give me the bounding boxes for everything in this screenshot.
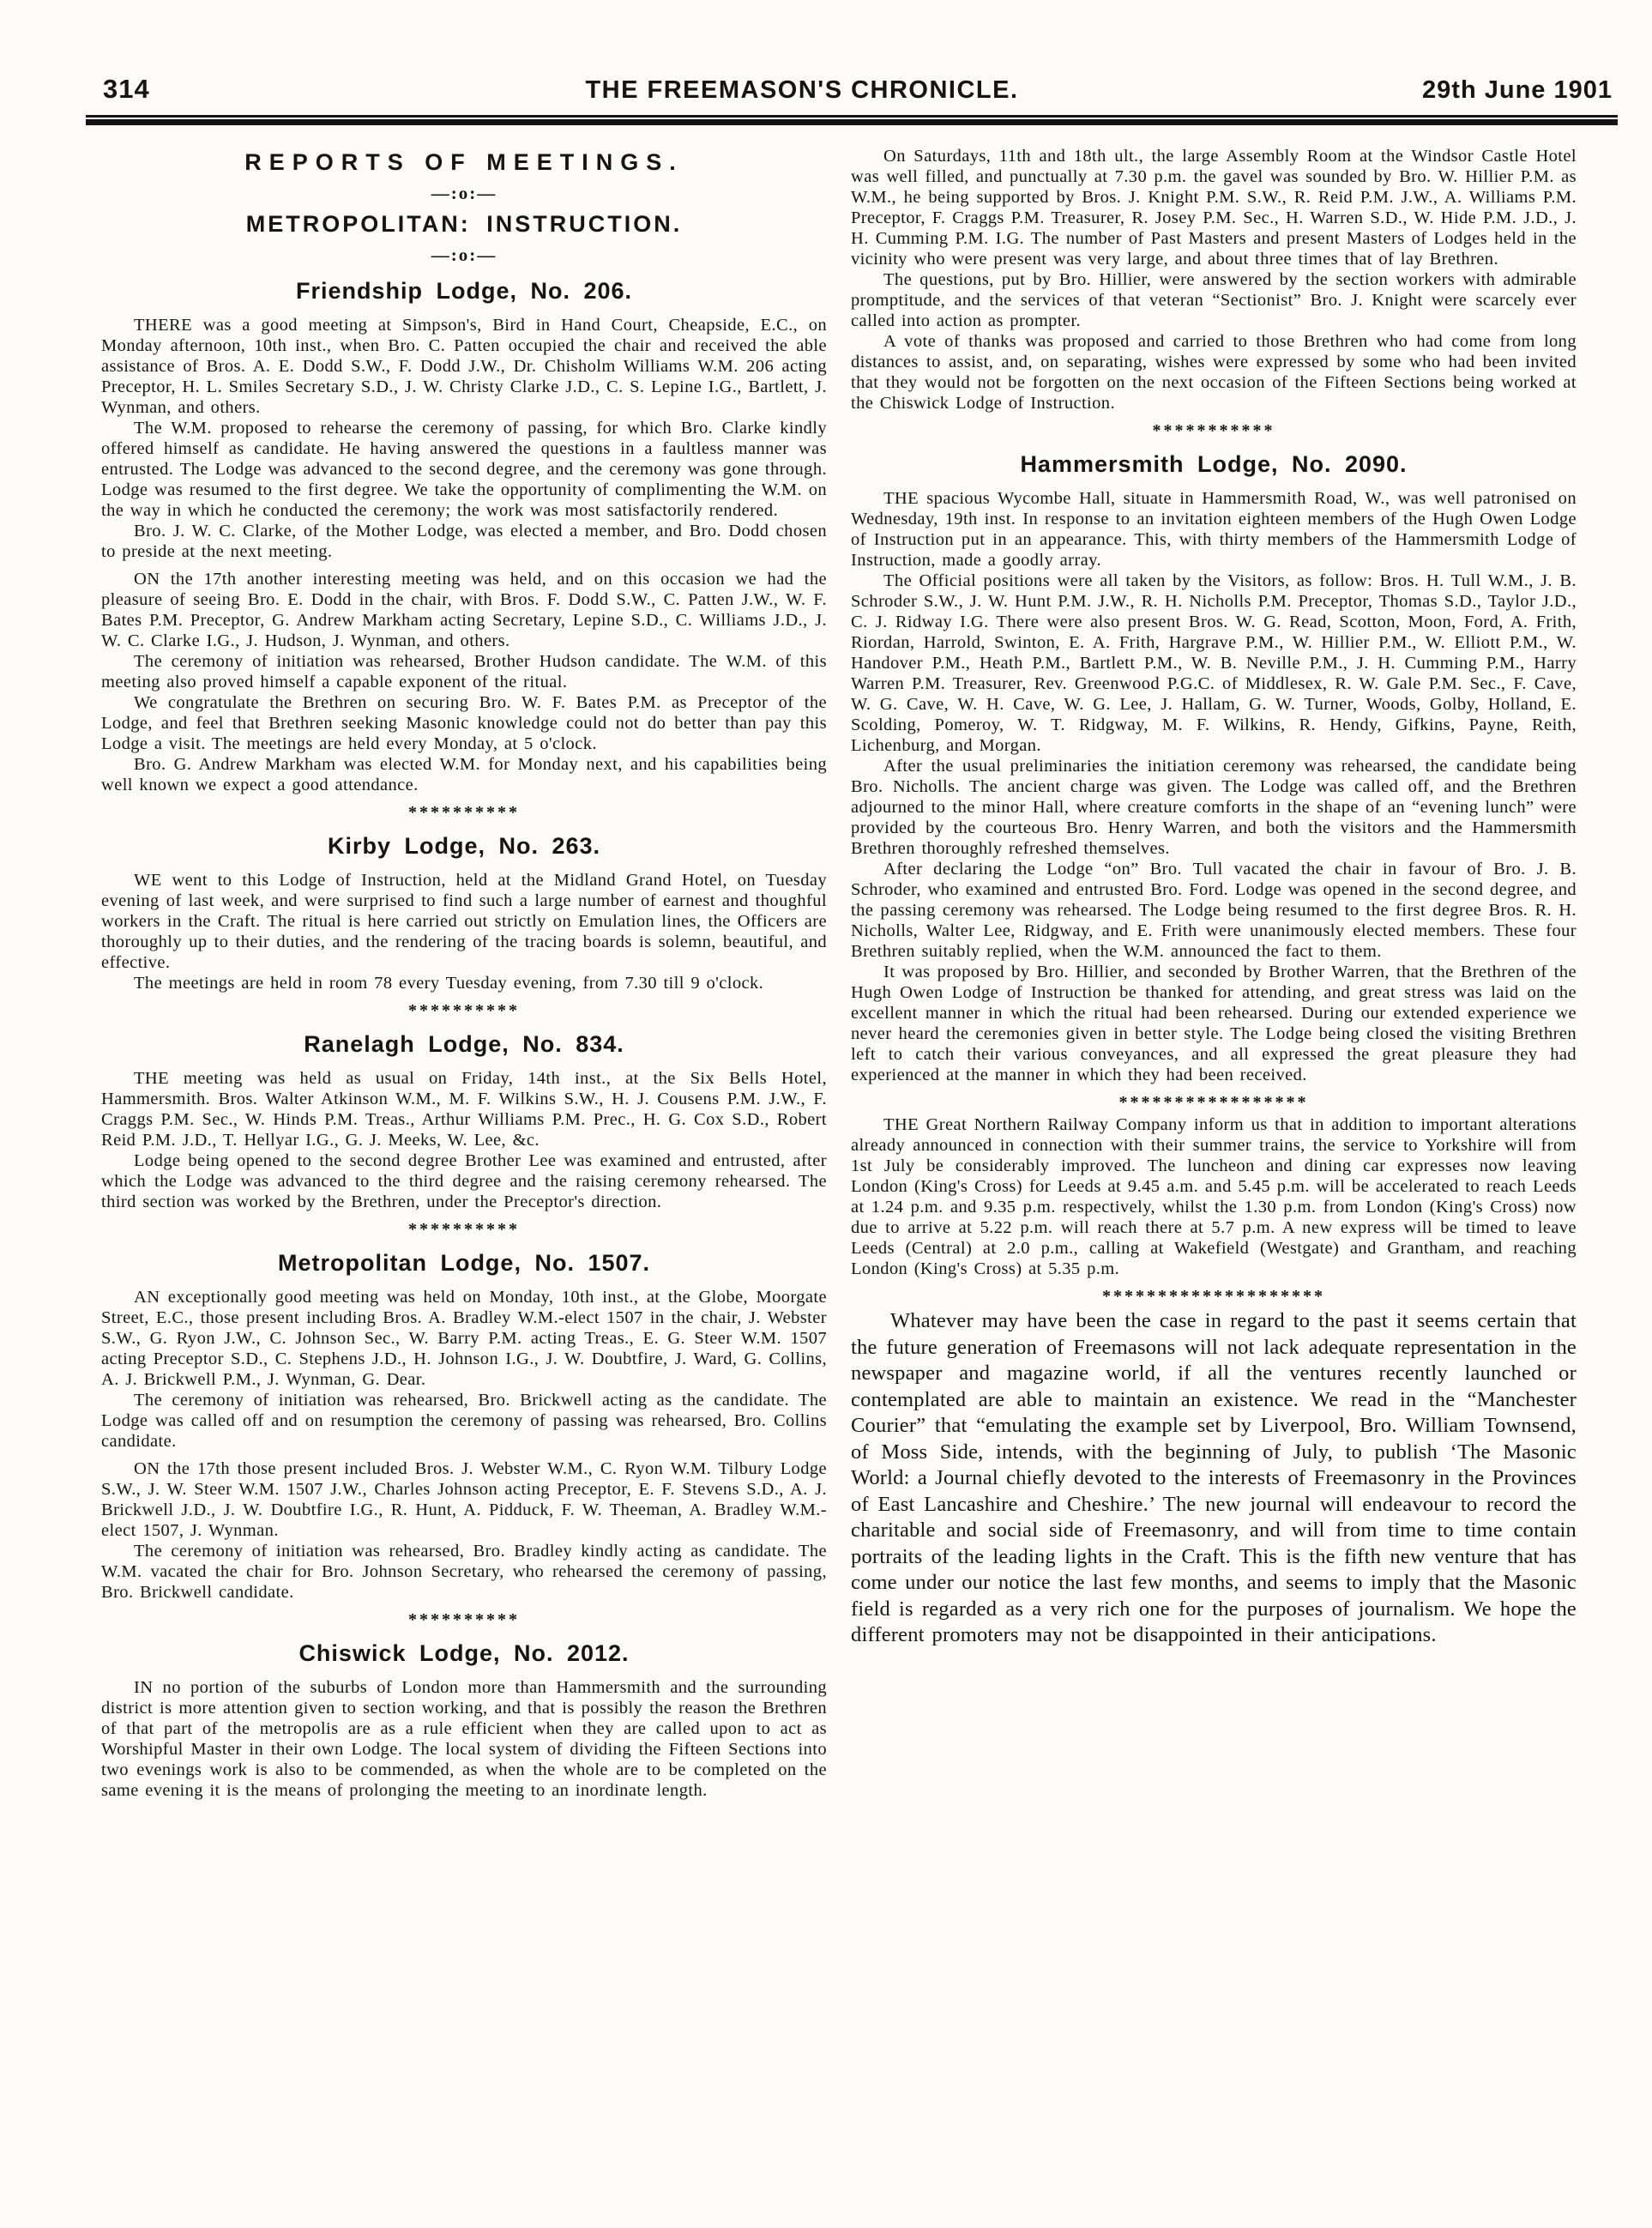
article-paragraph: The W.M. proposed to rehearse the ceremony of passing, for which Bro. Clarke kindly offered himself as candidate. He having answered the questions in a faultless manner was entrusted. The Lodge was advanced to the second degree, and the ceremony was gone through. Lodge was resumed to the first degree. We take the opportunity of complimenting the W.M. on the way in which he conducted the ceremony; the work was most satisfactorily rendered. bbox=[101, 419, 827, 520]
asterisk-separator: ********** bbox=[408, 1220, 520, 1239]
asterisk-separator: ********** bbox=[408, 1001, 520, 1020]
article-paragraph: On Saturdays, 11th and 18th ult., the large Assembly Room at the Windsor Castle Hotel was well filled, and punctually at 7.30 p.m. the gavel was sounded by Bro. W. Hillier P.M. as W.M., he being supported by Bros. J. Knight P.M. S.W., R. Reid P.M. J.W., A. Williams P.M. Preceptor, F. Craggs P.M. Treasurer, R. Josey P.M. Sec., H. Warren S.D., W. Hide P.M. J.D., J. H. Cumming P.M. I.G. The number of Past Masters and present Masters of Lodges held in the vicinity who were present was very large, and about three times that of lay Brethren. bbox=[851, 147, 1577, 269]
newspaper-title: THE FREEMASON'S CHRONICLE. bbox=[585, 76, 1019, 104]
asterisk-separator: ***************** bbox=[1118, 1093, 1309, 1112]
page-number: 314 bbox=[103, 74, 150, 104]
lodge-heading-hammersmith-2090: Hammersmith Lodge, No. 2090. bbox=[1020, 451, 1408, 477]
lodge-heading-kirby-263: Kirby Lodge, No. 263. bbox=[327, 833, 601, 859]
left-column bbox=[101, 146, 827, 1801]
ornament-divider: —:o:— bbox=[431, 183, 497, 203]
article-paragraph: AN exceptionally good meeting was held on Monday, 10th inst., at the Globe, Moorgate Street, E.C., those present including Bros. A. Bradley W.M.-elect 1507 in the chair, J. Webster S.W., G. Ryon J.W., C. Johnson Sec., W. Barry P.M. acting Treas., E. G. Steer W.M. 1507 acting Preceptor S.D., C. Stephens J.D., H. Johnson I.G., J. W. Doubtfire, J. Ward, G. Collins, A. J. Brickwell P.M., J. Wynman, G. Dear. bbox=[101, 1288, 827, 1389]
article-paragraph: After declaring the Lodge “on” Bro. Tull vacated the chair in favour of Bro. J. B. Schroder, who examined and entrusted Bro. Ford. Lodge was opened in the second degree, and the passing ceremony was rehearsed. The Lodge being resumed to the first degree Bros. R. H. Nicholls, Walter Lee, Ridgway, and E. Frith were unanimously elected members. These four Brethren suitably replied, when the W.M. announced the fact to them. bbox=[851, 860, 1577, 961]
article-paragraph: The Official positions were all taken by the Visitors, as follow: Bros. H. Tull W.M., J. B. Schroder S.W., J. W. Hunt P.M. J.W., R. H. Nicholls P.M. Preceptor, Thomas S.D., Taylor J.D., C. J. Ridway I.G. There were also present Bros. W. G. Read, Scotton, Moon, Ford, A. Frith, Riordan, Harrold, Swinton, E. A. Frith, Hargrave P.M., W. Hillier P.M., W. Elliott P.M., W. Handover P.M., Heath P.M., Bartlett P.M., W. B. Neville P.M., J. H. Cumming P.M., Harry Warren P.M. Treasurer, Rev. Greenwood P.G.C. of Middlesex, R. W. Gale P.M. Sec., F. Cave, W. G. Cave, W. H. Cave, W. G. Lee, J. Hallam, G. W. Turner, Woods, Golby, Holland, E. Scolding, Pomeroy, W. T. Ridgway, M. F. Wilkins, R. Hendy, Gifkins, Payne, Reith, Lichenburg, and Morgan. bbox=[851, 571, 1577, 755]
article-paragraph: IN no portion of the suburbs of London more than Hammersmith and the surrounding district is more attention given to section working, and that is possibly the reason the Brethren of that part of the metropolis are as a rule efficient when they are called upon to act as Worshipful Master in their own Lodge. The local system of dividing the Fifteen Sections into two evenings work is also to be commended, as when the whole are to be completed on the same evening it is the means of prolonging the meeting to an inordinate length. bbox=[101, 1678, 827, 1800]
page-header bbox=[0, 0, 1652, 112]
ornament-divider: —:o:— bbox=[431, 245, 497, 265]
article-paragraph: The ceremony of initiation was rehearsed, Bro. Brickwell acting as the candidate. The Lodge was called off and on resumption the ceremony of passing was rehearsed, Bro. Collins candidate. bbox=[101, 1391, 827, 1451]
asterisk-separator: ******************** bbox=[1102, 1287, 1325, 1306]
article-paragraph: The questions, put by Bro. Hillier, were answered by the section workers with admirable promptitude, and the services of that veteran “Sectionist” Bro. J. Knight were scarcely ever called into action as prompter. bbox=[851, 270, 1577, 330]
article-paragraph: Bro. G. Andrew Markham was elected W.M. for Monday next, and his capabilities being well known we expect a good attendance. bbox=[101, 755, 827, 794]
article-paragraph: The meetings are held in room 78 every Tuesday evening, from 7.30 till 9 o'clock. bbox=[134, 974, 764, 993]
article-paragraph: THE meeting was held as usual on Friday, 14th inst., at the Six Bells Hotel, Hammersmith. Bros. Walter Atkinson W.M., M. F. Wilkins S.W., H. J. Cousens P.M. J.W., F. Craggs P.M. Sec., W. Hinds P.M. Treas., Arthur Williams P.M. Prec., H. G. Cox S.D., Robert Reid P.M. J.D., T. Hellyar I.G., G. J. Meeks, W. Lee, &c. bbox=[101, 1069, 827, 1150]
railway-note-paragraph: THE Great Northern Railway Company inform us that in addition to important alterations already announced in connection with their summer trains, the service to Yorkshire will from 1st July be considerably improved. The luncheon and dining car expresses now leaving London (King's Cross) for Leeds at 9.45 a.m. and 5.45 p.m. will be accelerated to reach Leeds at 1.24 p.m. and 9.35 p.m. respectively, whilst the 1.30 p.m. from London (King's Cross) now due to arrive at 5.22 p.m. will reach there at 5.7 p.m. A new express will be timed to leave Leeds (Central) at 2.0 p.m., calling at Wakefield (Westgate) and Grantham, and reaching London (King's Cross) at 5.35 p.m. bbox=[851, 1115, 1577, 1278]
article-paragraph: THERE was a good meeting at Simpson's, Bird in Hand Court, Cheapside, E.C., on Monday afternoon, 10th inst., when Bro. C. Patten occupied the chair and received the able assistance of Bros. A. E. Dodd S.W., F. Dodd J.W., Dr. Chisholm Williams W.M. 206 acting Preceptor, H. L. Smiles Secretary S.D., J. W. Christy Clarke J.D., C. S. Lepine I.G., Bartlett, J. Wynman, and others. bbox=[101, 316, 827, 417]
issue-date: 29th June 1901 bbox=[1422, 76, 1613, 104]
article-paragraph: The ceremony of initiation was rehearsed, Bro. Bradley kindly acting as candidate. The W.M. vacated the chair for Bro. Johnson Secretary, who rehearsed the ceremony of passing, Bro. Brickwell candidate. bbox=[101, 1542, 827, 1602]
article-paragraph: THE spacious Wycombe Hall, situate in Hammersmith Road, W., was well patronised on Wednesday, 19th inst. In response to an invitation eighteen members of the Hugh Owen Lodge of Instruction put in an appearance. This, with thirty members of the Hammersmith Lodge of Instruction, made a goodly array. bbox=[851, 489, 1577, 570]
lodge-heading-ranelagh-834: Ranelagh Lodge, No. 834. bbox=[304, 1031, 624, 1057]
lodge-heading-friendship-206: Friendship Lodge, No. 206. bbox=[295, 278, 633, 304]
asterisk-separator: *********** bbox=[1152, 421, 1275, 440]
header-rule bbox=[86, 115, 1618, 125]
section-title: REPORTS OF MEETINGS. bbox=[244, 149, 684, 175]
article-paragraph: WE went to this Lodge of Instruction, held at the Midland Grand Hotel, on Tuesday evening of last week, and were surprised to find such a large number of earnest and thoughful workers in the Craft. The ritual is here carried out strictly on Emulation lines, the Officers are thoroughly up to their duties, and the rendering of the tracing boards is solemn, beautiful, and effective. bbox=[101, 871, 827, 972]
article-paragraph: The ceremony of initiation was rehearsed, Brother Hudson candidate. The W.M. of this meeting also proved himself a capable exponent of the ritual. bbox=[101, 652, 827, 691]
article-paragraph: It was proposed by Bro. Hillier, and seconded by Brother Warren, that the Brethren of the Hugh Owen Lodge of Instruction be thanked for attending, and great stress was laid on the excellent manner in which the ritual had been rehearsed. During our extended experience we never heard the ceremonies given in better style. The Lodge being closed the visiting Brethren left to catch their various conveyances, and all expressed the great pleasure they had experienced at the manner in which they had been received. bbox=[851, 963, 1577, 1084]
article-paragraph: ON the 17th those present included Bros. J. Webster W.M., C. Ryon W.M. Tilbury Lodge S.W., J. W. Steer W.M. 1507 J.W., Charles Johnson acting Preceptor, E. F. Stevens S.D., A. J. Brickwell J.D., J. W. Doubtfire I.G., R. Hunt, A. Pidduck, F. W. Theeman, A. Bradley W.M.-elect 1507, J. Wynman. bbox=[101, 1459, 827, 1540]
article-paragraph: ON the 17th another interesting meeting was held, and on this occasion we had the pleasure of seeing Bro. E. Dodd in the chair, with Bros. F. Dodd S.W., C. Patten J.W., W. F. Bates P.M. Preceptor, G. Andrew Markham acting Secretary, Lepine S.D., C. Williams J.D., J. W. C. Clarke I.G., J. Hudson, J. Wynman, and others. bbox=[101, 570, 827, 650]
asterisk-separator: ********** bbox=[408, 1610, 520, 1629]
subsection-title: METROPOLITAN: INSTRUCTION. bbox=[245, 211, 683, 237]
lodge-heading-chiswick-2012: Chiswick Lodge, No. 2012. bbox=[298, 1640, 630, 1666]
article-paragraph: Bro. J. W. C. Clarke, of the Mother Lodge, was elected a member, and Bro. Dodd chosen to preside at the next meeting. bbox=[101, 522, 827, 561]
page-body bbox=[0, 125, 1652, 1801]
article-paragraph: We congratulate the Brethren on securing Bro. W. F. Bates P.M. as Preceptor of the Lodge, and feel that Brethren seeking Masonic knowledge could not do better than pay this Lodge a visit. The meetings are held every Monday, at 5 o'clock. bbox=[101, 693, 827, 753]
lodge-heading-metropolitan-1507: Metropolitan Lodge, No. 1507. bbox=[277, 1250, 651, 1276]
closing-note-paragraph: Whatever may have been the case in regard to the past it seems certain that the future generation of Freemasons will not lack adequate representation in the newspaper and magazine world, if all the ventures recently launched or contemplated are able to maintain an existence. We read in the “Manchester Courier” that “emulating the example set by Liverpool, Bro. William Townsend, of Moss Side, intends, with the beginning of July, to publish ‘The Masonic World: a Journal chiefly devoted to the interests of Freemasonry in the Provinces of East Lancashire and Cheshire.’ The new journal will endeavour to record the charitable and social side of Freemasonry, and will from time to time contain portraits of the leading lights in the Craft. This is the fifth new venture that has come under our notice the last few months, and seems to imply that the Masonic field is regarded as a very rich one for the purposes of journalism. We hope the different promoters may not be disappointed in their anticipations. bbox=[851, 1309, 1577, 1646]
article-paragraph: A vote of thanks was proposed and carried to those Brethren who had come from long distances to assist, and, on separating, wishes were expressed by some who had been invited that they would not be forgotten on the next occasion of the Fifteen Sections being worked at the Chiswick Lodge of Instruction. bbox=[851, 332, 1577, 413]
right-column bbox=[851, 146, 1577, 1801]
asterisk-separator: ********** bbox=[408, 803, 520, 822]
article-paragraph: Lodge being opened to the second degree Brother Lee was examined and entrusted, after which the Lodge was advanced to the third degree and the raising ceremony rehearsed. The third section was worked by the Brethren, under the Preceptor's direction. bbox=[101, 1151, 827, 1211]
article-paragraph: After the usual preliminaries the initiation ceremony was rehearsed, the candidate being Bro. Nicholls. The ancient charge was given. The Lodge was called off, and the Brethren adjourned to the minor Hall, where creature comforts in the shape of an “evening lunch” were provided by the courteous Bro. Henry Warren, and both the visitors and the Hammersmith Brethren thoroughly refreshed themselves. bbox=[851, 757, 1577, 858]
